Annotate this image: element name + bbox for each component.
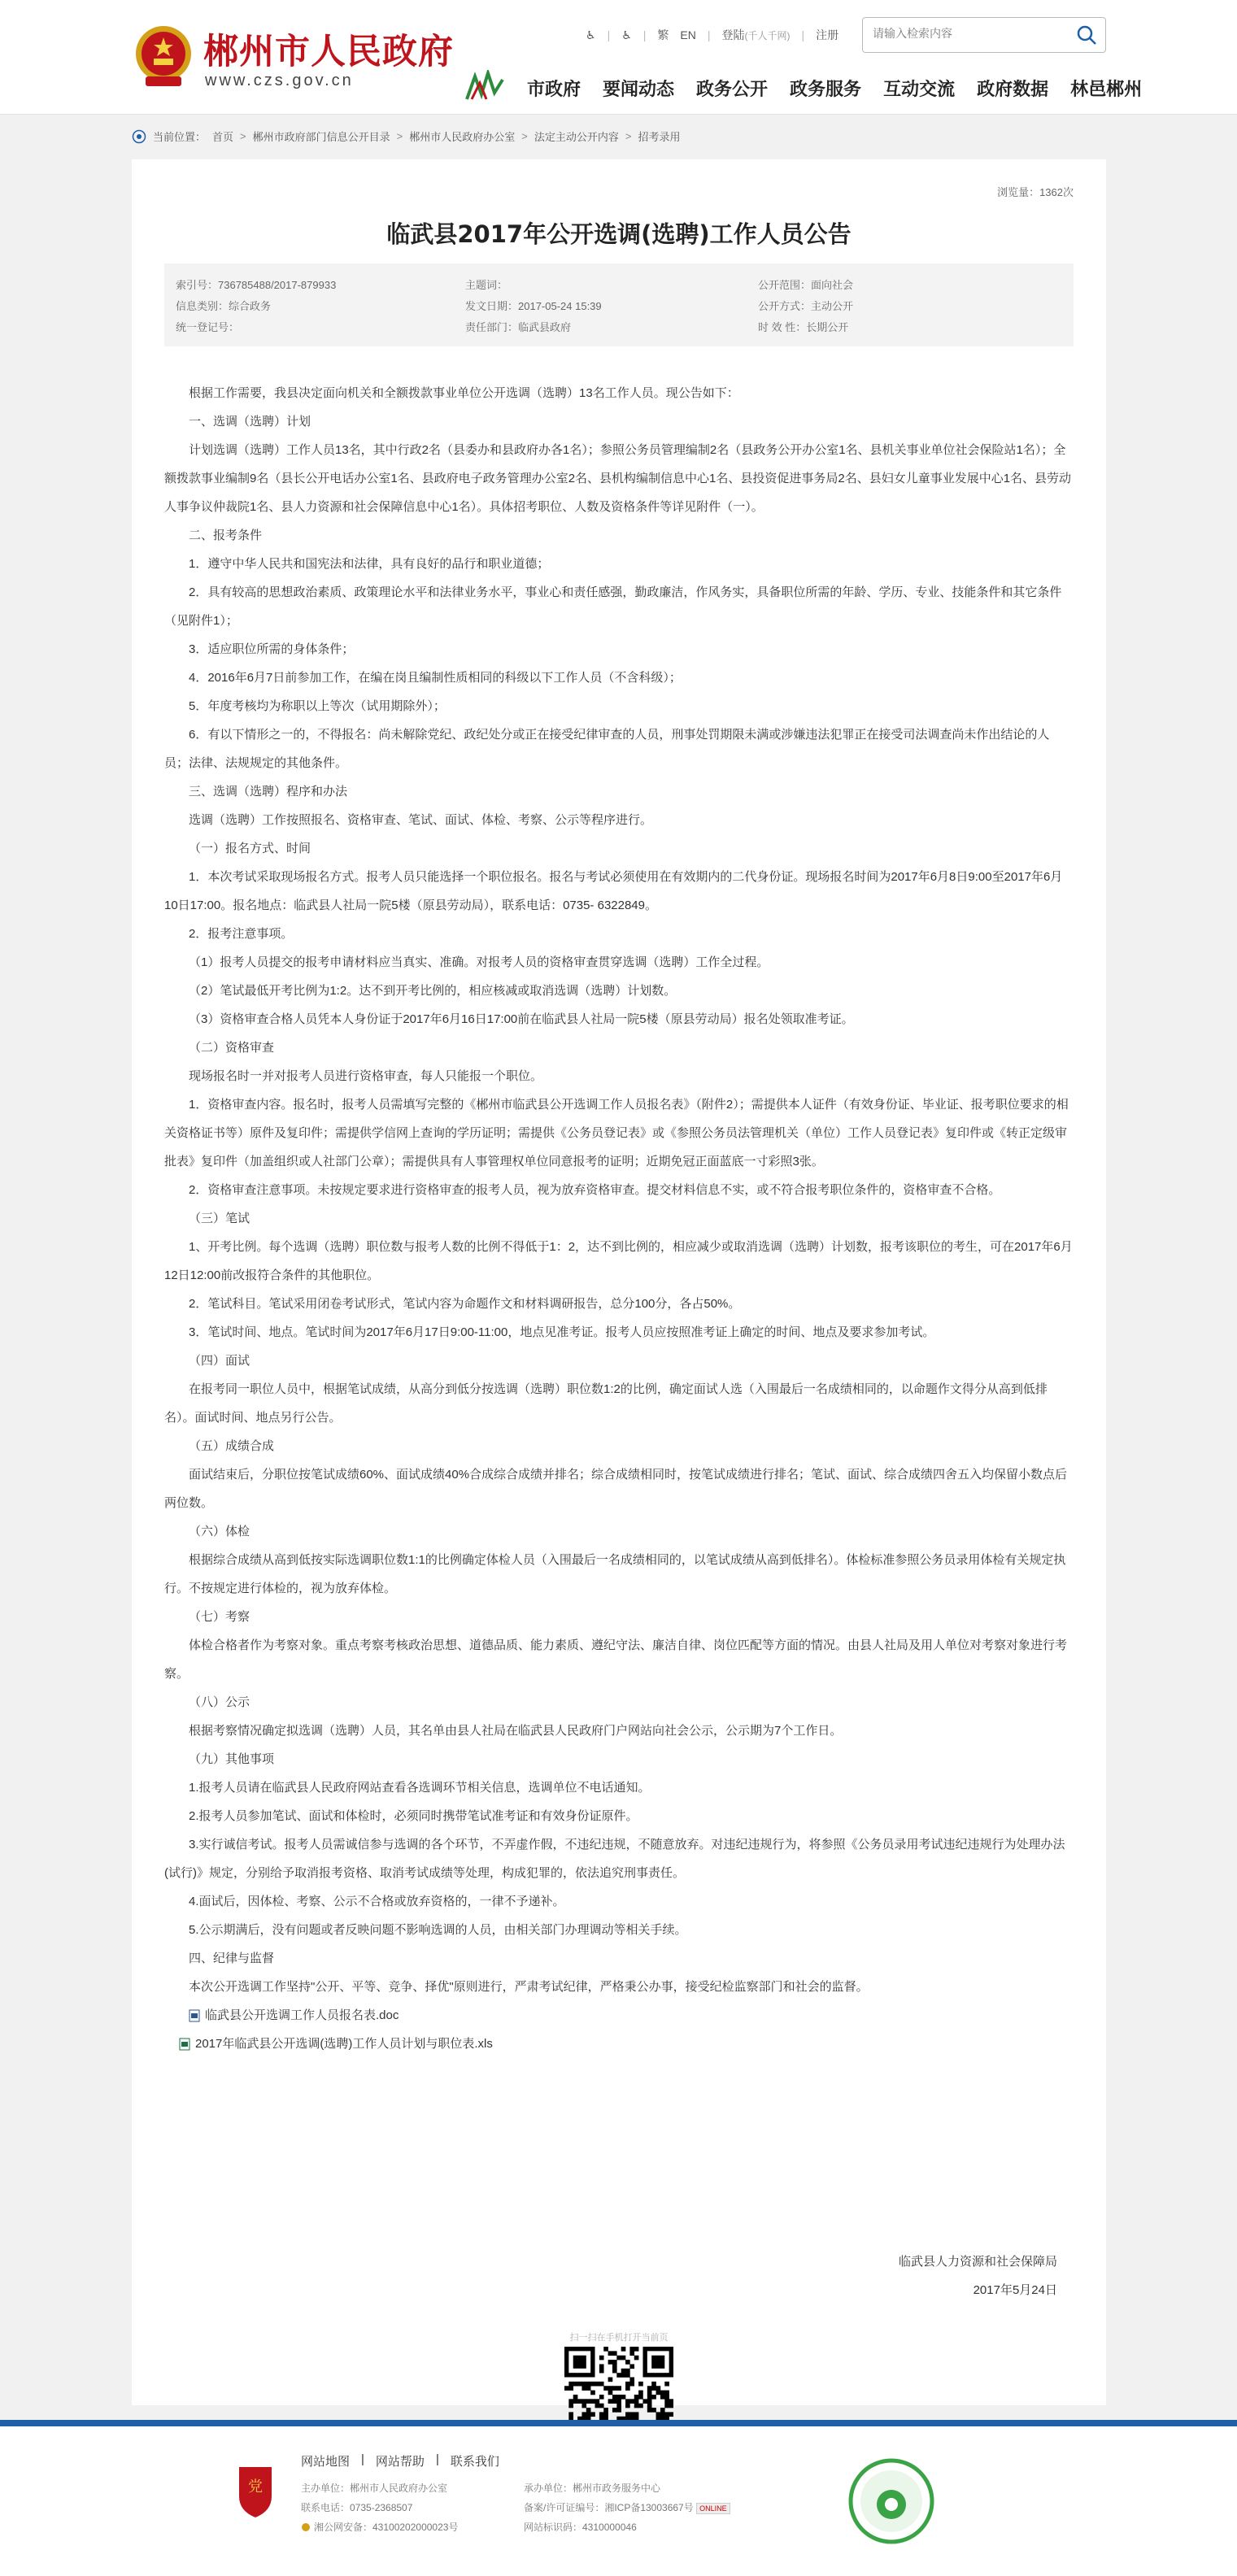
search-icon[interactable] <box>1076 24 1097 46</box>
footer-icp[interactable]: 备案/许可证编号：湘ICP备13003667号 ONLINE <box>524 2498 730 2517</box>
article-paragraph: 2．报考注意事项。 <box>189 927 294 941</box>
breadcrumb-item[interactable]: 法定主动公开内容 <box>534 131 619 143</box>
site-title[interactable]: 郴州市人民政府 <box>203 32 454 72</box>
location-icon <box>132 129 146 144</box>
article-meta <box>164 263 1074 346</box>
footer-site-code: 网站标识码：4310000046 <box>524 2522 637 2533</box>
article-paragraph: 4．2016年6月7日前参加工作，在编在岗且编制性质相同的科级以下工作人员（不含科级）； <box>189 671 682 685</box>
nav-item-interaction[interactable]: 互动交流 <box>883 80 956 100</box>
article-paragraph: 四、纪律与监督 <box>189 1952 275 1965</box>
footer-host: 主办单位：郴州市人民政府办公室 <box>301 2482 448 2494</box>
meta-category: 信息类别：综合政务 <box>176 300 272 312</box>
svg-text:党: 党 <box>248 2478 263 2496</box>
footer-undertake: 承办单位：郴州市政务服务中心 <box>524 2482 661 2494</box>
signature-date: 2017年5月24日 <box>973 2283 1057 2297</box>
article-paragraph: （三）笔试 <box>189 1212 250 1225</box>
article-paragraph: 6．有以下情形之一的，不得报名：尚未解除党纪、政纪处分或正在接受纪律审查的人员，刑事处罚期限未满或涉嫌违法犯罪正在接受司法调查尚未作出结论的人员；法律、法规规定的其他条件。 <box>164 728 1050 770</box>
article-title: 临武县2017年公开选调(选聘)工作人员公告 <box>386 220 852 248</box>
main-nav <box>527 76 1142 101</box>
meta-date: 发文日期：2017-05-24 15:39 <box>465 300 602 312</box>
breadcrumb-item[interactable]: 郴州市政府部门信息公开目录 <box>252 131 390 143</box>
party-government-badge-icon <box>234 2464 277 2521</box>
article-paragraph: （1）报考人员提交的报考申请材料应当真实、准确。对报考人员的资格审查贯穿选调（选聘）工作全过程。 <box>189 955 769 969</box>
view-count: 浏览量：1362次 <box>997 186 1074 198</box>
article-paragraph: 1.报考人员请在临武县人民政府网站查看各选调环节相关信息，选调单位不电话通知。 <box>189 1781 651 1795</box>
article-paragraph: 2．具有较高的思想政治素质、政策理论水平和法律业务水平，事业心和责任感强，勤政廉洁，作风务实，具备职位所需的年龄、学历、专业、技能条件和其它条件（见附件1）； <box>164 585 1062 628</box>
article-paragraph: 3．笔试时间、地点。笔试时间为2017年6月17日9:00-11:00，地点见准考证。报考人员应按照准考证上确定的时间、地点及要求参加考试。 <box>189 1325 935 1339</box>
nav-item-services[interactable]: 政务服务 <box>790 80 862 100</box>
article-paragraph: 现场报名时一并对报考人员进行资格审查，每人只能报一个职位。 <box>189 1069 543 1083</box>
footer-info-right <box>524 2478 730 2537</box>
article-paragraph: 2．资格审查注意事项。未按规定要求进行资格审查的报考人员，视为放弃资格审查。提交材料信息不实，或不符合报考职位条件的，资格审查不合格。 <box>189 1183 1001 1197</box>
national-emblem-icon <box>133 23 194 89</box>
breadcrumb-separator: > <box>521 130 528 142</box>
article-body <box>164 379 1074 2058</box>
footer-phone: 联系电话：0735-2368507 <box>301 2502 413 2513</box>
meta-subject: 主题词： <box>465 279 508 291</box>
qr-caption: 扫一扫在手机打开当前页 <box>569 2333 669 2343</box>
article-paragraph: 本次公开选调工作坚持"公开、平等、竞争、择优"原则进行，严肃考试纪律，严格秉公办事，接受纪检监察部门和社会的监督。 <box>189 1980 869 1994</box>
breadcrumb-item[interactable]: 郴州市人民政府办公室 <box>409 131 516 143</box>
nav-item-government[interactable]: 市政府 <box>527 80 581 100</box>
attachment-xls[interactable] <box>164 2030 1074 2058</box>
article-paragraph: 体检合格者作为考察对象。重点考察考核政治思想、道德品质、能力素质、遵纪守法、廉洁自律、岗位匹配等方面的情况。由县人社局及用人单位对考察对象进行考察。 <box>164 1638 1068 1681</box>
attachment-doc[interactable] <box>164 2001 1074 2030</box>
footer-link-contact[interactable]: 联系我们 <box>450 2455 499 2469</box>
site-header <box>0 0 1237 115</box>
article-paragraph: 根据工作需要，我县决定面向机关和全额拨款事业单位公开选调（选聘）13名工作人员。现公告如下： <box>189 386 739 400</box>
article-paragraph: 二、报考条件 <box>189 529 263 542</box>
word-file-icon <box>189 2009 200 2022</box>
online-tag: ONLINE <box>696 2503 730 2514</box>
article-paragraph: 1、开考比例。每个选调（选聘）职位数与报考人数的比例不得低于1：2，达不到比例的，相应减少或取消选调（选聘）计划数，报考该职位的考生，可在2017年6月12日12:00前改报符合条件的其他职位。 <box>164 1240 1073 1282</box>
footer-info-left <box>301 2478 458 2539</box>
article-container <box>132 159 1106 2405</box>
breadcrumb-item[interactable]: 首页 <box>212 131 234 143</box>
search-input[interactable] <box>871 26 1069 41</box>
article-paragraph: 5.公示期满后，没有问题或者反映问题不影响选调的人员，由相关部门办理调动等相关手续。 <box>189 1923 687 1937</box>
article-paragraph: （二）资格审查 <box>189 1041 275 1055</box>
site-url: www.czs.gov.cn <box>205 72 354 89</box>
article-paragraph: 2．笔试科目。笔试采用闭卷考试形式，笔试内容为命题作文和材料调研报告，总分100分，各占50%。 <box>189 1297 741 1311</box>
breadcrumb-separator: > <box>625 130 632 142</box>
article-paragraph: 选调（选聘）工作按照报名、资格审查、笔试、面试、体检、考察、公示等程序进行。 <box>189 813 653 827</box>
article-paragraph: 4.面试后，因体检、考察、公示不合格或放弃资格的，一律不予递补。 <box>189 1895 565 1908</box>
breadcrumb-separator: > <box>396 130 403 142</box>
article-paragraph: 根据考察情况确定拟选调（选聘）人员，其名单由县人社局在临武县人民政府门户网站向社会公示，公示期为7个工作日。 <box>189 1724 843 1738</box>
footer-link-help[interactable]: 网站帮助 <box>375 2455 425 2469</box>
article-paragraph: 3.实行诚信考试。报考人员需诚信参与选调的各个环节，不弄虚作假，不违纪违规，不随意放弃。对违纪违规行为，将参照《公务员录用考试违纪违规行为处理办法(试行)》规定，分别给予取消报考资格、取消考试成绩等处理，构成犯罪的，依法追究刑事责任。 <box>164 1838 1065 1880</box>
meta-index-no: 索引号：736785488/2017-879933 <box>176 279 337 291</box>
civilized-site-seal-icon[interactable] <box>847 2457 935 2545</box>
article-paragraph: 面试结束后，分职位按笔试成绩60%、面试成绩40%合成综合成绩并排名；综合成绩相同时，按笔试成绩进行排名；笔试、面试、综合成绩四舍五入均保留小数点后两位数。 <box>164 1468 1068 1510</box>
breadcrumb-separator: > <box>240 130 246 142</box>
nav-item-linyi[interactable]: 林邑郴州 <box>1070 80 1143 100</box>
meta-method: 公开方式：主动公开 <box>758 300 854 312</box>
article-paragraph: 1．遵守中华人民共和国宪法和法律，具有良好的品行和职业道德； <box>189 557 550 571</box>
article-paragraph: 计划选调（选聘）工作人员13名，其中行政2名（县委办和县政府办各1名）；参照公务员管理编制2名（县政务公开办公室1名、县机关事业单位社会保险站1名）；全额拨款事业编制9名（县长公开电话办公室1名、县政府电子政务管理办公室2名、县机构编制信息中心1名、县投资促进事务局2名、县妇女儿童事业发展中心1名、县劳动人事争议仲裁院1名、县人力资源和社会保障信息中心1名）。具体招考职位、人数及资格条件等详见附件（一）。 <box>164 443 1072 514</box>
footer-link-sitemap[interactable]: 网站地图 <box>301 2455 351 2469</box>
attachment-label[interactable]: 2017年临武县公开选调(选聘)工作人员计划与职位表.xls <box>195 2037 493 2051</box>
elder-mode-icon[interactable]: ♿ <box>621 28 632 41</box>
article-paragraph: 2.报考人员参加笔试、面试和体检时，必须同时携带笔试准考证和有效身份证原件。 <box>189 1809 638 1823</box>
login-hint: (千人千网) <box>744 30 791 41</box>
meta-validity: 时 效 性：长期公开 <box>758 321 849 333</box>
traditional-chinese-link[interactable]: 繁 <box>657 28 669 41</box>
article-paragraph: （3）资格审查合格人员凭本人身份证于2017年6月16日17:00前在临武县人社局一院5楼（原县劳动局）报名处领取准考证。 <box>189 1012 854 1026</box>
breadcrumb <box>132 128 680 144</box>
attachment-label[interactable]: 临武县公开选调工作人员报名表.doc <box>205 2008 399 2022</box>
signature <box>899 2247 1057 2304</box>
footer-police[interactable]: 湘公网安备：43100202000023号 <box>301 2517 458 2537</box>
meta-dept: 责任部门：临武县政府 <box>465 321 572 333</box>
article-paragraph: 在报考同一职位人员中，根据笔试成绩，从高分到低分按选调（选聘）职位数1:2的比例，确定面试人选（入围最后一名成绩相同的，以命题作文得分从高到低排名）。面试时间、地点另行公告。 <box>164 1382 1048 1425</box>
article-paragraph: （四）面试 <box>189 1354 250 1368</box>
nav-item-open-affairs[interactable]: 政务公开 <box>696 80 769 100</box>
accessibility-icon[interactable]: ♿ <box>586 28 596 41</box>
english-link[interactable]: EN <box>680 28 696 41</box>
top-links: ♿ | ♿ | 繁 EN | 登陆(千人千网) | 注册 <box>586 28 839 41</box>
meta-reg-no: 统一登记号： <box>176 321 240 333</box>
article-paragraph: 三、选调（选聘）程序和办法 <box>189 785 348 798</box>
article-paragraph: 一、选调（选聘）计划 <box>189 415 311 429</box>
breadcrumb-item[interactable]: 招考录用 <box>638 131 681 143</box>
article-paragraph: 根据综合成绩从高到低按实际选调职位数1:1的比例确定体检人员（入围最后一名成绩相同的，以笔试成绩从高到低排名）。体检标准参照公务员录用体检有关规定执行。不按规定进行体检的，视为放弃体检。 <box>164 1553 1066 1595</box>
article-paragraph: 5．年度考核均为称职以上等次（试用期除外）； <box>189 699 446 713</box>
article-paragraph: 1．资格审查内容。报名时，报考人员需填写完整的《郴州市临武县公开选调工作人员报名表》（附件2）；需提供本人证件（有效身份证、毕业证、报考职位要求的相关资格证书等）原件及复印件；需提供学信网上查询的学历证明；需提供《公务员登记表》或《参照公务员法管理机关（单位）工作人员登记表》复印件或《转正定级审批表》复印件（加盖组织或人社部门公章）；需提供具有人事管理权单位同意报考的证明；近期免冠正面蓝底一寸彩照3张。 <box>164 1098 1069 1168</box>
breadcrumb-label: 当前位置： <box>153 131 207 143</box>
signature-org: 临武县人力资源和社会保障局 <box>898 2255 1057 2269</box>
article-paragraph: （2）笔试最低开考比例为1:2。达不到开考比例的，相应核减或取消选调（选聘）计划数。 <box>189 984 677 998</box>
article-paragraph: （七）考察 <box>189 1610 250 1624</box>
nav-item-data[interactable]: 政府数据 <box>977 80 1049 100</box>
chenzhou-logo-icon <box>464 70 509 102</box>
register-link[interactable]: 注册 <box>816 28 839 41</box>
police-badge-icon <box>301 2522 311 2532</box>
excel-file-icon <box>179 2038 190 2051</box>
search-box <box>862 17 1106 53</box>
site-footer <box>0 2420 1237 2576</box>
footer-links: 网站地图 | 网站帮助 | 联系我们 <box>301 2452 499 2469</box>
article-paragraph: （五）成绩合成 <box>189 1439 275 1453</box>
article-paragraph: （九）其他事项 <box>189 1752 275 1766</box>
article-paragraph: 3．适应职位所需的身体条件； <box>189 642 355 656</box>
meta-scope: 公开范围：面向社会 <box>758 279 854 291</box>
article-paragraph: （一）报名方式、时间 <box>189 842 311 855</box>
nav-item-news[interactable]: 要闻动态 <box>603 80 675 100</box>
article-paragraph: （八）公示 <box>189 1695 250 1709</box>
login-link[interactable]: 登陆(千人千网) <box>721 28 791 41</box>
article-paragraph: （六）体检 <box>189 1525 250 1538</box>
article-paragraph: 1．本次考试采取现场报名方式。报考人员只能选择一个职位报名。报名与考试必须使用在有效期内的二代身份证。现场报名时间为2017年6月8日9:00至2017年6月10日17:00。报名地点：临武县人社局一院5楼（原县劳动局），联系电话：0735- 6322849。 <box>164 870 1063 912</box>
